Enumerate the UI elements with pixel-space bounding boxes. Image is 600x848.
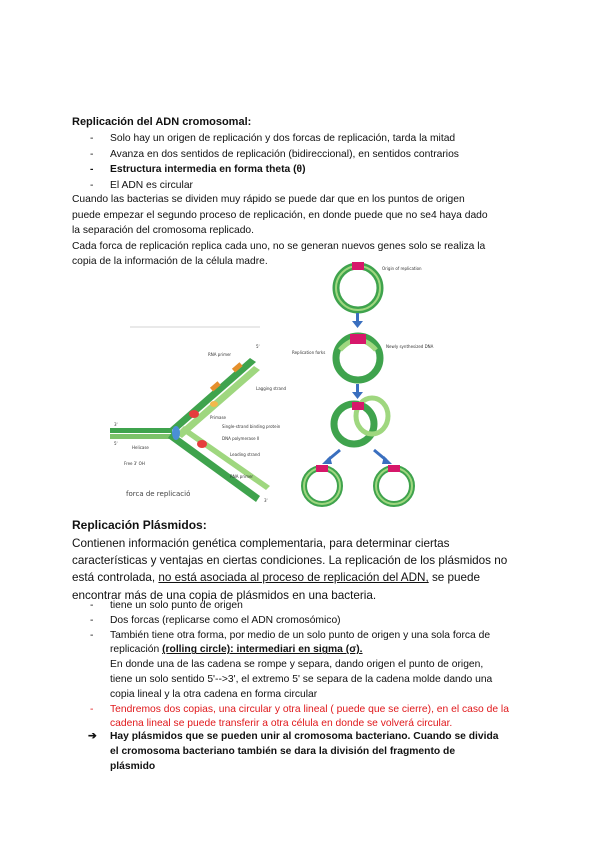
list-item-line: tiene un solo sentido 5'-->3', el extremo 5' se separa de la cadena molde dando una: [110, 673, 493, 685]
plasmids-bullet-list: [88, 599, 528, 732]
helicase-shape: [172, 426, 180, 440]
label-leading-strand: Leading strand: [230, 452, 260, 457]
arrow-point-line: plásmido: [110, 760, 156, 772]
list-item: - Avanza en dos sentidos de replicación (bidireccional), en sentidos contrarios: [88, 147, 459, 163]
list-item: - El ADN es circular: [88, 178, 459, 194]
arrow-point-line: el cromosoma bacteriano también se dara la división del fragmento de: [110, 745, 456, 757]
label-newly-synthesized: Newly synthesized DNA: [386, 344, 434, 349]
arrow-point: [88, 730, 528, 774]
plasmids-paragraph: [72, 535, 542, 604]
label-three-prime-bottom: 3': [264, 498, 268, 503]
list-item-red: - Tendremos dos copias, una circular y otra lineal ( puede que se cierre), en el caso de la cadena lineal se puede transferir a otra célula en donde se volverá circular.: [88, 703, 528, 733]
paragraph-line: encontrar más de una copia de plásmidos en una bacteria.: [72, 588, 377, 602]
arrow-point-text: [88, 730, 528, 774]
label-five-prime-left: 5': [114, 441, 118, 446]
paragraph-line: la separación del cromosoma replicado.: [72, 225, 255, 236]
parental-strand-bottom: [110, 434, 172, 439]
list-item: [88, 629, 528, 703]
list-item-line: - También tiene otra forma, por medio de un solo punto de origen y una sola forca de: [110, 629, 491, 641]
daughter-chromosome-right: [376, 465, 412, 504]
paragraph-line: Cuando las bacterias se dividen muy rápido se puede dar que en los puntos de origen: [72, 194, 465, 205]
text-span: replicación: [110, 644, 163, 656]
figure-caption: forca de replicació: [126, 490, 191, 498]
underlined-text: no está asociada al proceso de replicación del ADN,: [158, 571, 429, 585]
daughter-chromosome-left: [304, 465, 340, 504]
paragraph-line: puede empezar el segundo proceso de replicación, en donde puede que no se4 haya dado: [72, 209, 488, 221]
label-polymerase: DNA polymerase II: [222, 436, 260, 441]
replication-fork-figure: [110, 326, 290, 504]
list-item: - Dos forcas (replicarse como el ADN cromosómico): [88, 614, 528, 629]
text-span: se puede: [428, 571, 481, 585]
label-origin: Origin of replication: [382, 266, 422, 271]
bold-underlined-text: (rolling circle): intermediari en sigma (σ).: [162, 644, 363, 656]
theta-structure: [334, 398, 388, 444]
arrow-split-left-icon: [322, 450, 340, 464]
section-title-chromosomal: Replicación del ADN cromosomal:: [72, 116, 252, 128]
arrow-down-icon: [352, 313, 363, 328]
label-lagging-strand: Lagging strand: [256, 386, 287, 391]
chromosomal-bullet-list: [88, 131, 459, 193]
replicating-chromosome: [336, 334, 380, 380]
arrow-right-icon: ➔: [88, 731, 97, 742]
paragraph-line: Contienen información genética complementaria, para determinar ciertas: [72, 537, 450, 550]
arrow-point-line: Hay plásmidos que se pueden unir al cromosoma bacteriano. Cuando se divida: [110, 731, 499, 742]
circular-chromosome: [336, 262, 380, 310]
label-ssb: Single-strand binding protein: [222, 424, 281, 429]
label-five-prime-top: 5': [256, 344, 260, 349]
polymerase-shape: [197, 440, 207, 448]
paragraph-line: [72, 569, 542, 586]
label-rna-primer-bottom: RNA primer: [230, 474, 254, 479]
section-title-plasmids: Replicación Plásmidos:: [72, 518, 207, 532]
list-item: - Estructura intermedia en forma theta (θ): [88, 162, 459, 178]
list-item-line: En donde una de las cadena se rompe y separa, dando origen el punto de origen,: [110, 659, 484, 671]
arrow-split-right-icon: [374, 450, 392, 464]
theta-replication-figure: [292, 258, 434, 508]
figure-top-edge: [130, 326, 260, 328]
label-helicase: Helicase: [132, 445, 149, 450]
label-free-oh: Free 3' OH: [124, 461, 145, 466]
label-rna-primer-top: RNA primer: [208, 352, 232, 357]
list-item: - tiene un solo punto de origen: [88, 599, 528, 614]
parental-strand-top: [110, 428, 172, 433]
list-item-line: [110, 643, 528, 658]
paragraph-line: Cada forca de replicación replica cada uno, no se generan nuevos genes solo se realiza la: [72, 240, 486, 252]
text-span: está controlada,: [72, 571, 159, 585]
primase-shape: [189, 410, 199, 418]
label-primase: Primase: [210, 415, 226, 420]
label-three-prime-left: 3': [114, 422, 118, 427]
list-item: - Solo hay un origen de replicación y dos forcas de replicación, tarda la mitad: [88, 131, 459, 147]
list-item-line: copia lineal y la otra cadena en forma circular: [110, 688, 318, 700]
paragraph-line: copia de la información de la célula madre.: [72, 256, 268, 267]
arrow-down-icon: [352, 384, 363, 399]
ssb-shape: [210, 401, 218, 407]
label-replication-forks: Replication forks: [292, 350, 326, 355]
paragraph-line: características y ventajas en ciertas condiciones. La replicación de los plásmidos no: [72, 554, 508, 568]
